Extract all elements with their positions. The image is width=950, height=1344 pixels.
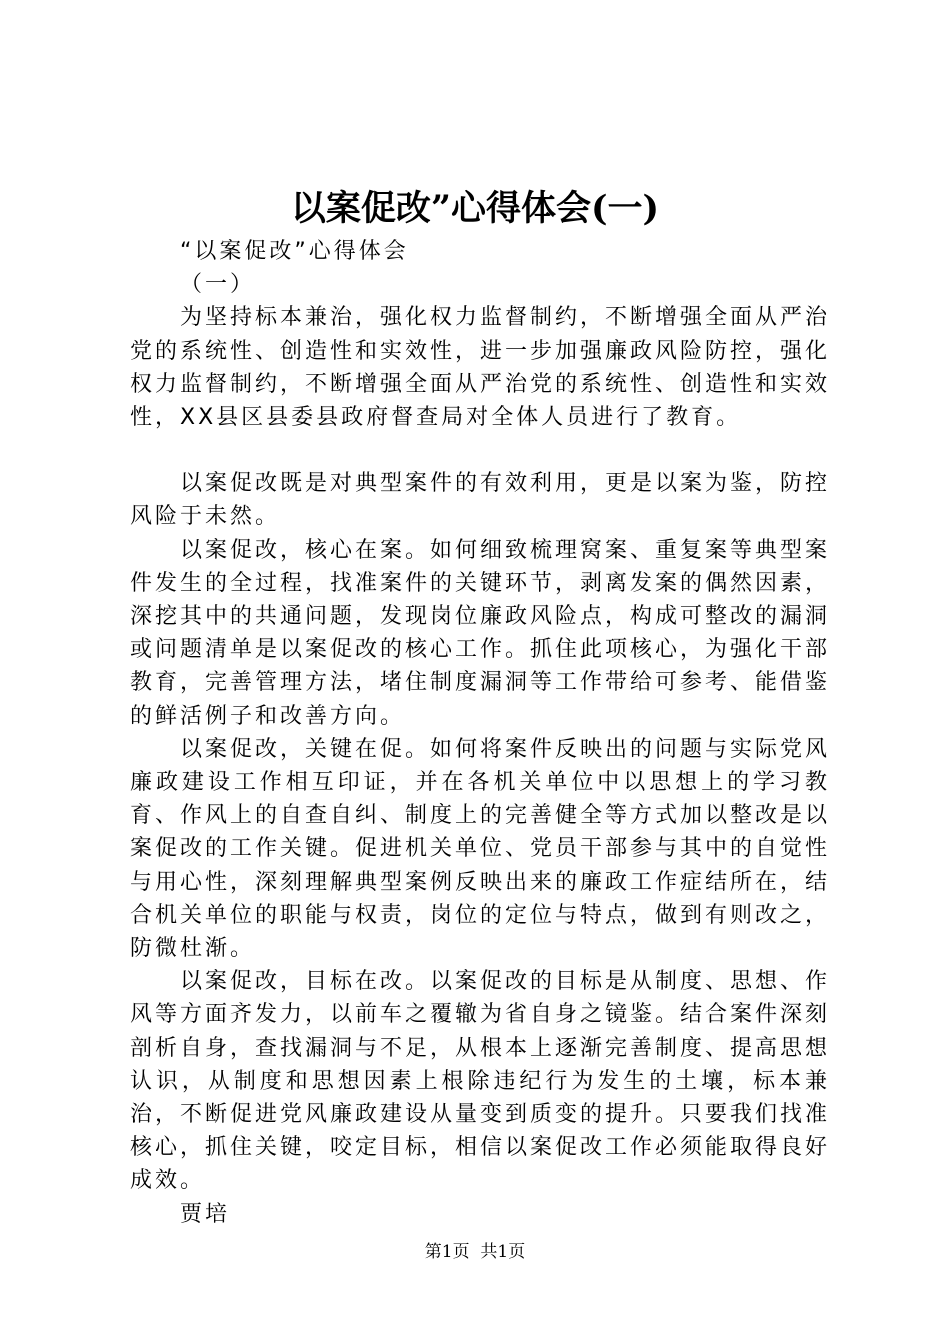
- paragraph-summary: 以案促改既是对典型案件的有效利用，更是以案为鉴，防控风险于未然。: [130, 471, 831, 530]
- page-footer: [0, 1240, 950, 1264]
- paragraph-intro: 为坚持标本兼治，强化权力监督制约，不断增强全面从严治党的系统性、创造性和实效性，进一步加强廉政风险防控，强化权力监督制约，不断增强全面从严治党的系统性、创造性和实效性，XX县区县委县政府督查局对全体人员进行了教育。: [130, 305, 831, 431]
- paragraph-goal: 以案促改，目标在改。以案促改的目标是从制度、思想、作风等方面齐发力，以前车之覆辙为省自身之镜鉴。结合案件深刻剖析自身，查找漏洞与不足，从根本上逐渐完善制度、提高思想认识，从制度和思想因素上根除违纪行为发生的土壤，标本兼治，不断促进党风廉政建设从量变到质变的提升。只要我们找准核心，抓住关键，咬定目标，相信以案促改工作必须能取得良好成效。: [130, 969, 831, 1194]
- document-title: 以案促改”心得体会(一): [290, 188, 660, 229]
- subtitle-index: （一）: [180, 272, 256, 298]
- paragraph-key: 以案促改，关键在促。如何将案件反映出的问题与实际党风廉政建设工作相互印证，并在各机关单位中以思想上的学习教育、作风上的自查自纠、制度上的完善健全等方式加以整改是以案促改的工作关键。促进机关单位、党员干部参与其中的自觉性与用心性，深刻理解典型案例反映出来的廉政工作症结所在，结合机关单位的职能与权责，岗位的定位与特点，做到有则改之，防微杜渐。: [130, 736, 831, 962]
- author-name: 贾培: [180, 1201, 231, 1227]
- page-number: 第1页: [424, 1242, 470, 1262]
- blank-line: [130, 434, 830, 467]
- page-total: 共1页: [480, 1242, 526, 1262]
- paragraph-core: 以案促改，核心在案。如何细致梳理窝案、重复案等典型案件发生的全过程，找准案件的关键环节，剥离发案的偶然因素，深挖其中的共通问题，发现岗位廉政风险点，构成可整改的漏洞或问题清单是以案促改的核心工作。抓住此项核心，为强化干部教育，完善管理方法，堵住制度漏洞等工作带给可参考、能借鉴的鲜活例子和改善方向。: [130, 537, 831, 729]
- document-body: [130, 235, 830, 1231]
- subtitle: “以案促改”心得体会: [180, 239, 409, 264]
